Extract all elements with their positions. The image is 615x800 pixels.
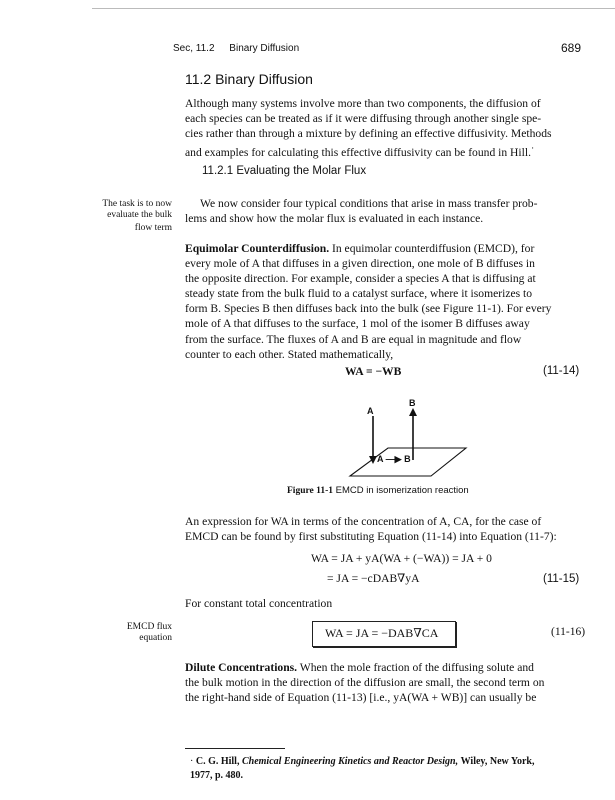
dilute-line-text: When the mole fraction of the diffusing solute and (299, 661, 534, 674)
footnote-ref-marker: · (531, 143, 535, 155)
page-number: 689 (561, 41, 582, 55)
dilute-line: the bulk motion in the direction of the diffusion are small, the second term on (185, 676, 545, 690)
emcd-line: from the surface. The fluxes of A and B are equal in magnitude and flow (185, 332, 522, 346)
margin-note-line: flow term (134, 223, 172, 233)
dilute-paragraph (185, 660, 586, 705)
figure-caption (287, 485, 469, 496)
emcd-line-text: In equimolar counterdiffusion (EMCD), for (332, 242, 535, 255)
equation-11-15-number: (11-15) (543, 573, 580, 585)
section-heading: 11.2 Binary Diffusion (185, 71, 313, 87)
figure-label-b: B (409, 398, 416, 408)
arrow-a-head (369, 456, 377, 464)
emcd-paragraph (185, 241, 586, 362)
constant-paragraph (185, 596, 586, 611)
dilute-line: the right-hand side of Equation (11-13) [i.e., yA(WA + WB)] can usually be (185, 691, 537, 705)
margin-note-line: The task is to now (102, 199, 172, 209)
footnote-year-page: 1977, p. 480. (190, 769, 244, 781)
expression-paragraph (185, 514, 586, 544)
emcd-line: the opposite direction. For example, consider a species A that is diffusing at (185, 272, 536, 286)
footnote-book-title: Chemical Engineering Kinetics and Reactor Design, (241, 756, 459, 767)
equation-11-15-line-2: = JA = −cDAB∇yA (327, 572, 420, 585)
expression-line: An expression for WA in terms of the concentration of A, CA, for the case of (185, 515, 542, 528)
running-head (173, 43, 299, 54)
dilute-run-in-heading: Dilute Concentrations. (185, 661, 298, 674)
figure-reaction-label: A —▶ B (377, 454, 411, 464)
emcd-line: form B. Species B then diffuses back into the bulk (see Figure 11-1). For every (185, 302, 552, 316)
equation-11-14-number: (11-14) (543, 365, 580, 377)
task-line: lems and show how the molar flux is evaluated in each instance. (185, 212, 484, 226)
equation-11-14: WA = −WB (345, 365, 402, 378)
margin-note-emcd (92, 622, 172, 644)
figure-caption-text: EMCD in isomerization reaction (335, 485, 469, 496)
footnote-marker: · (190, 756, 194, 767)
figure-label-a: A (367, 406, 374, 416)
figure-caption-number: Figure 11-1 (287, 486, 334, 496)
running-head-section: Sec, 11.2 (173, 43, 215, 54)
margin-note-line: EMCD flux (126, 622, 172, 632)
emcd-line (185, 241, 586, 256)
intro-paragraph (185, 96, 586, 160)
task-line: We now consider four typical conditions that arise in mass transfer prob- (200, 197, 538, 210)
intro-line: Although many systems involve more than two components, the diffusion of (185, 97, 541, 110)
footnote-rule (185, 748, 285, 749)
constant-line: For constant total concentration (185, 597, 333, 610)
task-paragraph (185, 196, 586, 226)
footnote-publisher: Wiley, New York, (460, 756, 535, 767)
emcd-run-in-heading: Equimolar Counterdiffusion. (185, 242, 330, 255)
intro-line: each species can be treated as if it were diffusing through another single spe- (185, 112, 542, 126)
emcd-line: every mole of A that diffuses in a given direction, one mole of B diffuses in (185, 257, 535, 271)
intro-line-text: and examples for calculating this effective diffusivity can be found in Hill. (185, 146, 531, 160)
equation-11-16-number: (11-16) (551, 626, 586, 638)
margin-note-line: evaluate the bulk (107, 210, 172, 220)
equation-11-15-line-1: WA = JA + yA(WA + (−WA)) = JA + 0 (311, 552, 492, 565)
emcd-line: mole of A that diffuses to the surface, 1 mol of the isomer B diffuses away (185, 317, 530, 331)
expression-line: EMCD can be found by first substituting Equation (11-14) into Equation (11-7): (185, 530, 557, 544)
intro-line: cies rather than through a mixture by defining an effective diffusivity. Methods (185, 127, 552, 141)
intro-line (185, 141, 586, 160)
margin-note-task (92, 199, 172, 234)
subsection-heading: 11.2.1 Evaluating the Molar Flux (202, 165, 367, 177)
emcd-line: steady state from the bulk fluid to a catalyst surface, where it isomerizes to (185, 287, 533, 301)
emcd-figure (328, 396, 478, 484)
equation-11-16-box (312, 621, 456, 647)
footnote (190, 755, 590, 782)
top-rule (92, 8, 615, 9)
emcd-line: counter to each other. Stated mathematically, (185, 347, 394, 361)
arrow-b-head (409, 408, 417, 416)
running-head-title: Binary Diffusion (229, 43, 300, 54)
footnote-author: C. G. Hill, (195, 756, 240, 767)
dilute-line (185, 660, 586, 675)
equation-11-16: WA = JA = −DAB∇CA (325, 626, 439, 640)
margin-note-line: equation (139, 633, 172, 643)
